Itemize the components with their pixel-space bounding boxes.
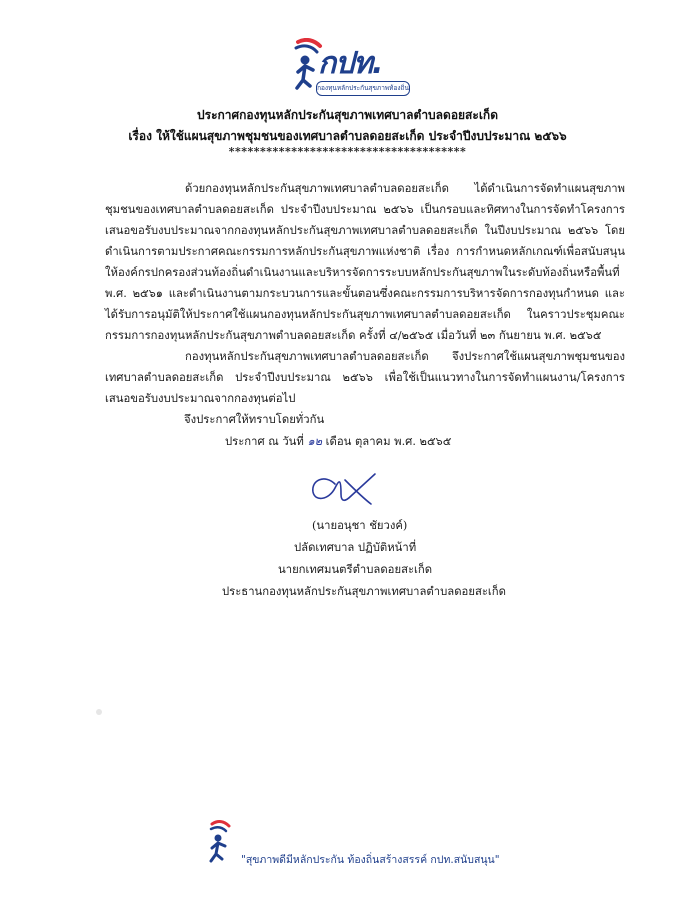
announcement-date	[225, 432, 451, 450]
date-suffix: เดือน ตุลาคม พ.ศ. ๒๕๖๕	[325, 435, 452, 448]
signer-position-2: นายกเทศมนตรีตำบลดอยสะเก็ด	[278, 563, 433, 576]
date-day: ๑๒	[307, 435, 323, 448]
body-paragraph-1: ด้วยกองทุนหลักประกันสุขภาพเทศบาลตำบลดอยสะเก็ด ได้ดำเนินการจัดทำแผนสุขภาพชุมชนของเทศบาลตำบลดอยสะเก็ด ประจำปีงบประมาณ ๒๕๖๖ เป็นกรอบและทิศทางในการจัดทำโครงการเสนอขอรับงบประมาณจากกองทุนหลักประกันสุขภาพเทศบาลตำบลดอยสะเก็ด ในปีงบประมาณ ๒๕๖๖ โดยดำเนินการตามประกาศคณะกรรมการหลักประกันสุขภาพแห่งชาติ เรื่อง การกำหนดหลักเกณฑ์เพื่อสนับสนุนให้องค์กรปกครองส่วนท้องถิ่นดำเนินงานและบริหารจัดการระบบหลักประกันสุขภาพในระดับท้องถิ่นหรือพื้นที่ พ.ศ. ๒๕๖๑ และดำเนินงานตามกระบวนการและขั้นตอนซึ่งคณะกรรมการบริหารจัดการกองทุนกำหนด และได้รับการอนุมัติให้ประกาศใช้แผนกองทุนหลักประกันสุขภาพเทศบาลตำบลดอยสะเก็ด ในคราวประชุมคณะกรรมการกองทุนหลักประกันสุขภาพตำบลดอยสะเก็ด ครั้งที่ ๔/๒๕๖๕ เมื่อวันที่ ๒๓ กันยายน พ.ศ. ๒๕๖๕	[105, 182, 625, 342]
logo-tagline: กองทุนหลักประกันสุขภาพท้องถิ่น	[316, 81, 410, 96]
signer-position-3: ประธานกองทุนหลักประกันสุขภาพเทศบาลตำบลดอยสะเก็ด	[222, 585, 506, 598]
announcement-subject: เรื่อง ให้ใช้แผนสุขภาพชุมชนของเทศบาลตำบลดอยสะเก็ด ประจำปีงบประมาณ ๒๕๖๖	[128, 129, 567, 143]
separator-stars: **************************************	[228, 145, 467, 158]
handwritten-signature	[305, 466, 385, 510]
logo-wordmark: กปท.	[318, 46, 383, 81]
footer-slogan: "สุขภาพดีมีหลักประกัน ท้องถิ่นสร้างสรรค์ กปท.สนับสนุน"	[241, 854, 500, 866]
body-paragraph-2: กองทุนหลักประกันสุขภาพเทศบาลตำบลดอยสะเก็ด จึงประกาศใช้แผนสุขภาพชุมชนของเทศบาลตำบลดอยสะเก็ด ประจำปีงบประมาณ ๒๕๖๖ เพื่อใช้เป็นแนวทางในการจัดทำแผนงาน/โครงการเสนอขอรับงบประมาณจากกองทุนต่อไป	[105, 350, 625, 405]
date-prefix: ประกาศ ณ วันที่	[225, 435, 304, 448]
announcement-closing: จึงประกาศให้ทราบโดยทั่วกัน	[184, 413, 325, 426]
footer-person-icon	[206, 818, 236, 864]
paper-mark	[96, 709, 102, 715]
signer-position-1: ปลัดเทศบาล ปฏิบัติหน้าที่	[294, 541, 417, 554]
announcement-title: ประกาศกองทุนหลักประกันสุขภาพเทศบาลตำบลดอยสะเก็ด	[197, 108, 498, 122]
signer-name: (นายอนุชา ชัยวงค์)	[312, 519, 408, 532]
